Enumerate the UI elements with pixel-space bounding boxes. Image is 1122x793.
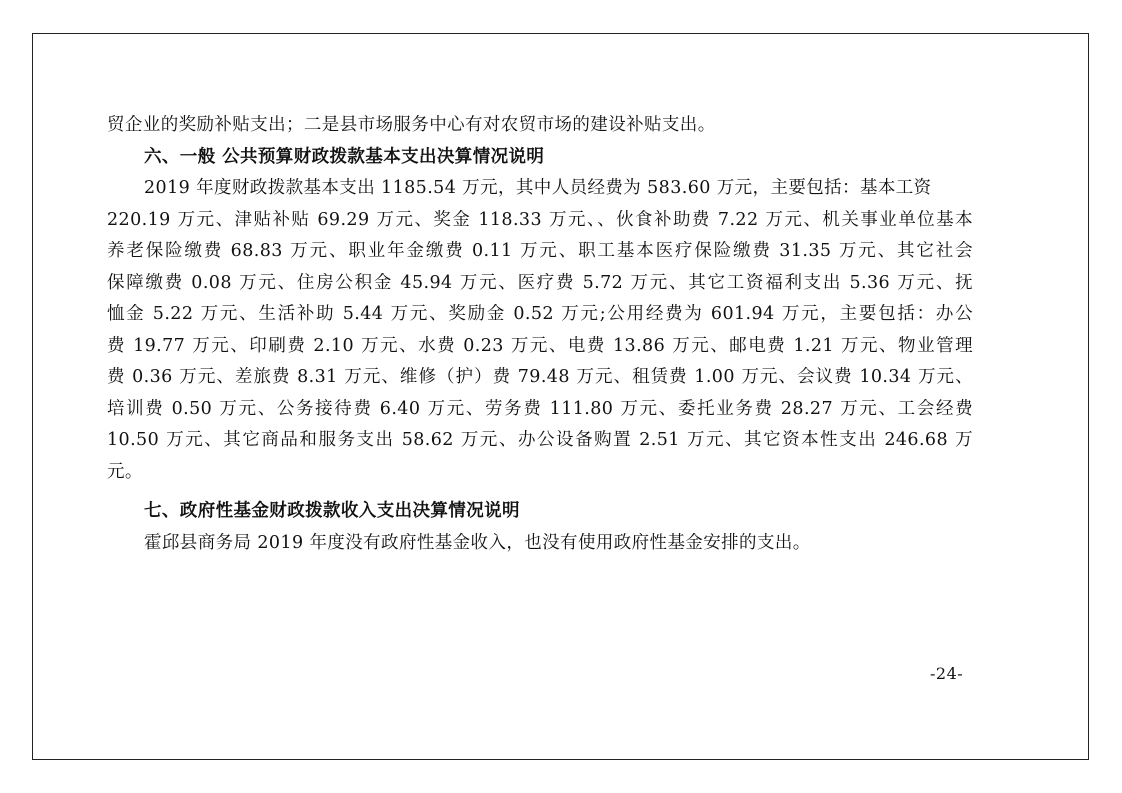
paragraph-line: 费 0.36 万元、差旅费 8.31 万元、维修（护）费 79.48 万元、租赁费 1.00 万元、会议费 10.34 万元、	[107, 367, 973, 387]
paragraph-line: 10.50 万元、其它商品和服务支出 58.62 万元、办公设备购置 2.51 万元、其它资本性支出 246.68 万	[107, 430, 973, 450]
paragraph-line: 培训费 0.50 万元、公务接待费 6.40 万元、劳务费 111.80 万元、委托业务费 28.27 万元、工会经费	[107, 398, 973, 419]
section-heading-seven: 七、政府性基金财政拨款收入支出决算情况说明	[144, 501, 520, 521]
section-seven-paragraph	[107, 528, 977, 560]
paragraph-line: 2019 年度财政拨款基本支出 1185.54 万元，其中人员经费为 583.60 万元，主要包括：基本工资	[144, 178, 932, 198]
paragraph-line: 元。	[107, 461, 143, 482]
paragraph-line: 恤金 5.22 万元、生活补助 5.44 万元、奖励金 0.52 万元;公用经费为 601.94 万元，主要包括：办公	[107, 304, 973, 324]
paragraph-line: 保障缴费 0.08 万元、住房公积金 45.94 万元、医疗费 5.72 万元、其它工资福利支出 5.36 万元、抚	[107, 272, 973, 293]
paragraph-line: 养老保险缴费 68.83 万元、职业年金缴费 0.11 万元、职工基本医疗保险缴费 31.35 万元、其它社会	[107, 241, 973, 261]
section-heading-six: 六、一般 公共预算财政拨款基本支出决算情况说明	[144, 146, 545, 167]
paragraph-line: 220.19 万元、津贴补贴 69.29 万元、奖金 118.33 万元、、伙食补助费 7.22 万元、机关事业单位基本	[107, 209, 973, 230]
paragraph-line: 贸企业的奖励补贴支出；二是县市场服务中心有对农贸市场的建设补贴支出。	[107, 115, 716, 135]
page-number: -24-	[930, 664, 964, 683]
paragraph-line: 霍邱县商务局 2019 年度没有政府性基金收入，也没有使用政府性基金安排的支出。	[144, 532, 811, 553]
document-body	[107, 110, 977, 559]
section-six-paragraph	[107, 173, 977, 488]
paragraph-line: 费 19.77 万元、印刷费 2.10 万元、水费 0.23 万元、电费 13.86 万元、邮电费 1.21 万元、物业管理	[107, 335, 973, 356]
